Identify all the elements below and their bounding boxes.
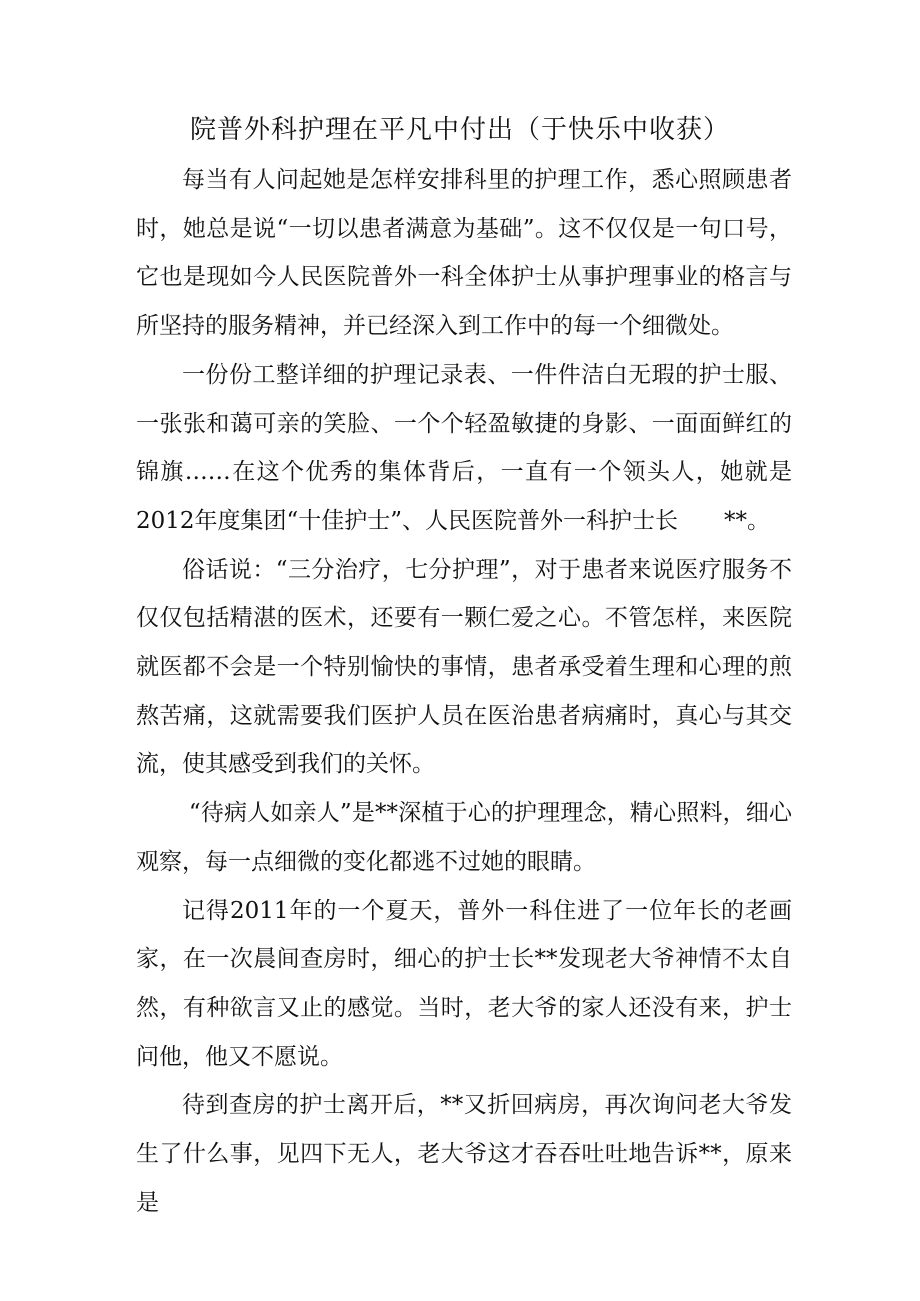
document-title: 院普外科护理在平凡中付出（于快乐中收获） xyxy=(189,115,730,145)
paragraph-5: 记得2011年的一个夏天，普外一科住进了一位年长的老画家，在一次晨间查房时，细心的护士长**发现老大爷神情不太自然，有种欲言又止的感觉。当时，老大爷的家人还没有来，护士问他，他又不愿说。 xyxy=(136,897,792,1070)
paragraph-4: “待病人如亲人”是**深植于心的护理理念，精心照料，细心观察，每一点细微的变化都逃不过她的眼睛。 xyxy=(136,800,792,875)
paragraph-3: 俗话说：“三分治疗，七分护理”，对于患者来说医疗服务不仅仅包括精湛的医术，还要有一颗仁爱之心。不管怎样，来医院就医都不会是一个特别愉快的事情，患者承受着生理和心理的煎熬苦痛，这就需要我们医护人员在医治患者病痛时，真心与其交流，使其感受到我们的关怀。 xyxy=(136,556,792,778)
paragraph-1: 每当有人问起她是怎样安排科里的护理工作，悉心照顾患者时，她总是说“一切以患者满意为基础”。这不仅仅是一句口号，它也是现如今人民医院普外一科全体护士从事护理事业的格言与所坚持的服务精神，并已经深入到工作中的每一个细微处。 xyxy=(136,167,792,340)
document-body xyxy=(136,156,792,1227)
paragraph-6: 待到查房的护士离开后，**又折回病房，再次询问老大爷发生了什么事，见四下无人，老大爷这才吞吞吐吐地告诉**，原来是 xyxy=(136,1092,792,1216)
paragraph-2: 一份份工整详细的护理记录表、一件件洁白无瑕的护士服、一张张和蔼可亲的笑脸、一个个轻盈敏捷的身影、一面面鲜红的锦旗……在这个优秀的集体背后，一直有一个领头人，她就是2012年度集团“十佳护士”、人民医院普外一科护士长 **。 xyxy=(136,361,792,534)
